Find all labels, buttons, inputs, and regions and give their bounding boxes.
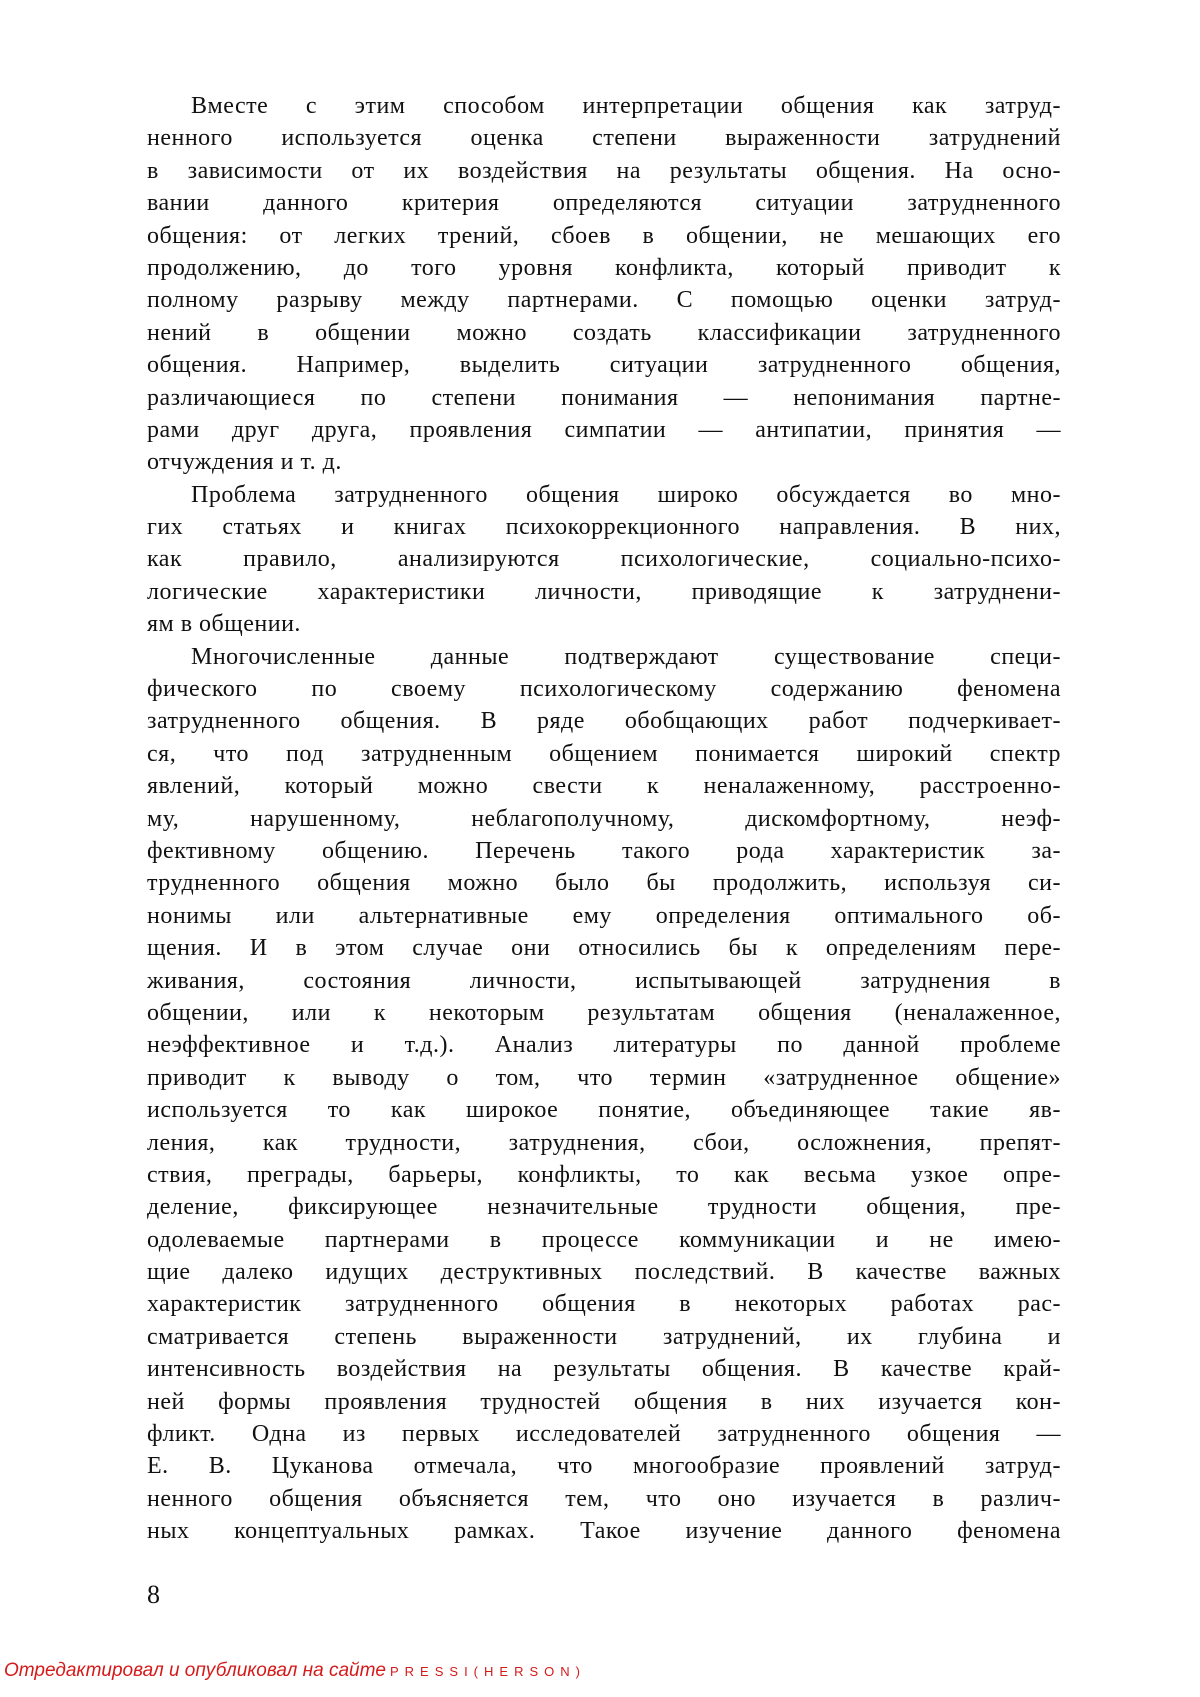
text-line: фического по своему психологическому содержанию феномена bbox=[147, 673, 1061, 705]
text-line: явлений, который можно свести к неналаженному, расстроенно- bbox=[147, 770, 1061, 802]
text-line: отчуждения и т. д. bbox=[147, 446, 1061, 478]
text-line: фективному общению. Перечень такого рода характеристик за- bbox=[147, 835, 1061, 867]
text-line: вании данного критерия определяются ситуации затрудненного bbox=[147, 187, 1061, 219]
text-line: трудненного общения можно было бы продолжить, используя си- bbox=[147, 867, 1061, 899]
text-line: общения: от легких трений, сбоев в общении, не мешающих его bbox=[147, 220, 1061, 252]
text-line: Проблема затрудненного общения широко обсуждается во мно- bbox=[147, 479, 1061, 511]
text-line: ям в общении. bbox=[147, 608, 1061, 640]
text-line: ных концептуальных рамках. Такое изучение данного феномена bbox=[147, 1515, 1061, 1547]
page-body bbox=[147, 90, 1061, 1548]
text-line: одолеваемые партнерами в процессе коммуникации и не имею- bbox=[147, 1224, 1061, 1256]
text-line: ления, как трудности, затруднения, сбои, осложнения, препят- bbox=[147, 1127, 1061, 1159]
text-line: как правило, анализируются психологические, социально-психо- bbox=[147, 543, 1061, 575]
text-line: интенсивность воздействия на результаты общения. В качестве край- bbox=[147, 1353, 1061, 1385]
text-line: живания, состояния личности, испытывающей затруднения в bbox=[147, 965, 1061, 997]
text-line: ненного общения объясняется тем, что оно изучается в различ- bbox=[147, 1483, 1061, 1515]
paragraph bbox=[147, 641, 1061, 1548]
text-line: затрудненного общения. В ряде обобщающих работ подчеркивает- bbox=[147, 705, 1061, 737]
footer-site: PRESSI(HERSON) bbox=[390, 1664, 586, 1679]
page-number: 8 bbox=[147, 1580, 160, 1610]
text-line: логические характеристики личности, приводящие к затруднени- bbox=[147, 576, 1061, 608]
paragraph bbox=[147, 90, 1061, 479]
text-line: характеристик затрудненного общения в некоторых работах рас- bbox=[147, 1288, 1061, 1320]
text-line: используется то как широкое понятие, объединяющее такие яв- bbox=[147, 1094, 1061, 1126]
text-line: фликт. Одна из первых исследователей затрудненного общения — bbox=[147, 1418, 1061, 1450]
text-line: щие далеко идущих деструктивных последствий. В качестве важных bbox=[147, 1256, 1061, 1288]
text-line: ствия, преграды, барьеры, конфликты, то как весьма узкое опре- bbox=[147, 1159, 1061, 1191]
text-line: щения. И в этом случае они относились бы к определениям пере- bbox=[147, 932, 1061, 964]
text-line: Е. В. Цуканова отмечала, что многообразие проявлений затруд- bbox=[147, 1450, 1061, 1482]
paragraph bbox=[147, 479, 1061, 641]
text-line: Вместе с этим способом интерпретации общения как затруд- bbox=[147, 90, 1061, 122]
text-line: рами друг друга, проявления симпатии — антипатии, принятия — bbox=[147, 414, 1061, 446]
text-line: неэффективное и т.д.). Анализ литературы по данной проблеме bbox=[147, 1029, 1061, 1061]
text-line: нонимы или альтернативные ему определения оптимального об- bbox=[147, 900, 1061, 932]
text-line: гих статьях и книгах психокоррекционного направления. В них, bbox=[147, 511, 1061, 543]
text-line: нений в общении можно создать классификации затрудненного bbox=[147, 317, 1061, 349]
text-line: общения. Например, выделить ситуации затрудненного общения, bbox=[147, 349, 1061, 381]
text-line: приводит к выводу о том, что термин «затрудненное общение» bbox=[147, 1062, 1061, 1094]
text-line: продолжению, до того уровня конфликта, который приводит к bbox=[147, 252, 1061, 284]
text-line: общении, или к некоторым результатам общения (неналаженное, bbox=[147, 997, 1061, 1029]
text-line: различающиеся по степени понимания — непонимания партне- bbox=[147, 382, 1061, 414]
text-line: полному разрыву между партнерами. С помощью оценки затруд- bbox=[147, 284, 1061, 316]
footer-label: Отредактировал и опубликовал на сайте bbox=[4, 1660, 386, 1681]
text-line: в зависимости от их воздействия на результаты общения. На осно- bbox=[147, 155, 1061, 187]
footer-watermark bbox=[4, 1660, 586, 1682]
text-line: ненного используется оценка степени выраженности затруднений bbox=[147, 122, 1061, 154]
text-line: ней формы проявления трудностей общения в них изучается кон- bbox=[147, 1386, 1061, 1418]
text-line: Многочисленные данные подтверждают существование специ- bbox=[147, 641, 1061, 673]
text-line: му, нарушенному, неблагополучному, дискомфортному, неэф- bbox=[147, 803, 1061, 835]
text-line: деление, фиксирующее незначительные трудности общения, пре- bbox=[147, 1191, 1061, 1223]
text-line: сматривается степень выраженности затруднений, их глубина и bbox=[147, 1321, 1061, 1353]
text-line: ся, что под затрудненным общением понимается широкий спектр bbox=[147, 738, 1061, 770]
